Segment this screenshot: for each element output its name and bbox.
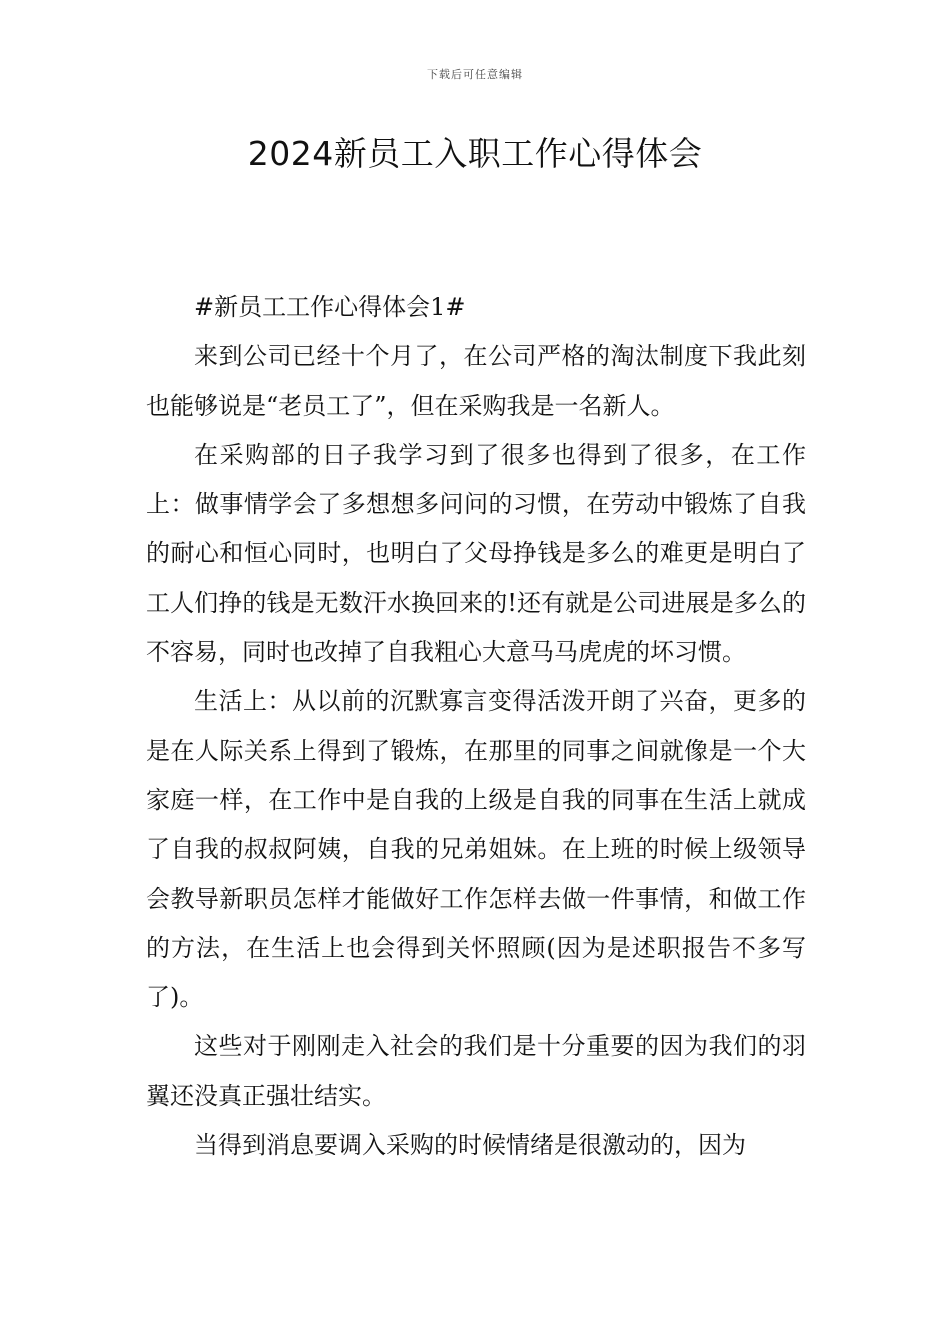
- document-title: 2024新员工入职工作心得体会: [247, 134, 703, 173]
- paragraph: 这些对于刚刚走入社会的我们是十分重要的因为我们的羽翼还没真正强壮结实。: [146, 1032, 806, 1110]
- paragraph: 在采购部的日子我学习到了很多也得到了很多，在工作上：做事情学会了多想想多问问的习惯，在劳动中锻炼了自我的耐心和恒心同时，也明白了父母挣钱是多么的难更是明白了工人们挣的钱是无数汗水换回来的!还有就是公司进展是多么的不容易，同时也改掉了自我粗心大意马马虎虎的坏习惯。: [146, 440, 806, 667]
- paragraph: 生活上：从以前的沉默寡言变得活泼开朗了兴奋，更多的是在人际关系上得到了锻炼，在那里的同事之间就像是一个大家庭一样，在工作中是自我的上级是自我的同事在生活上就成了自我的叔叔阿姨，自我的兄弟姐妹。在上班的时候上级领导会教导新职员怎样才能做好工作怎样去做一件事情，和做工作的方法，在生活上也会得到关怀照顾(因为是述职报告不多写了)。: [146, 687, 806, 1012]
- paragraph: 来到公司已经十个月了，在公司严格的淘汰制度下我此刻也能够说是“老员工了”，但在采购我是一名新人。: [146, 342, 806, 420]
- header-note: 下载后可任意编辑: [427, 68, 523, 81]
- document-body: [146, 283, 806, 1170]
- paragraph: 当得到消息要调入采购的时候情绪是很激动的，因为: [194, 1131, 746, 1160]
- section-heading: #新员工工作心得体会1#: [194, 293, 466, 321]
